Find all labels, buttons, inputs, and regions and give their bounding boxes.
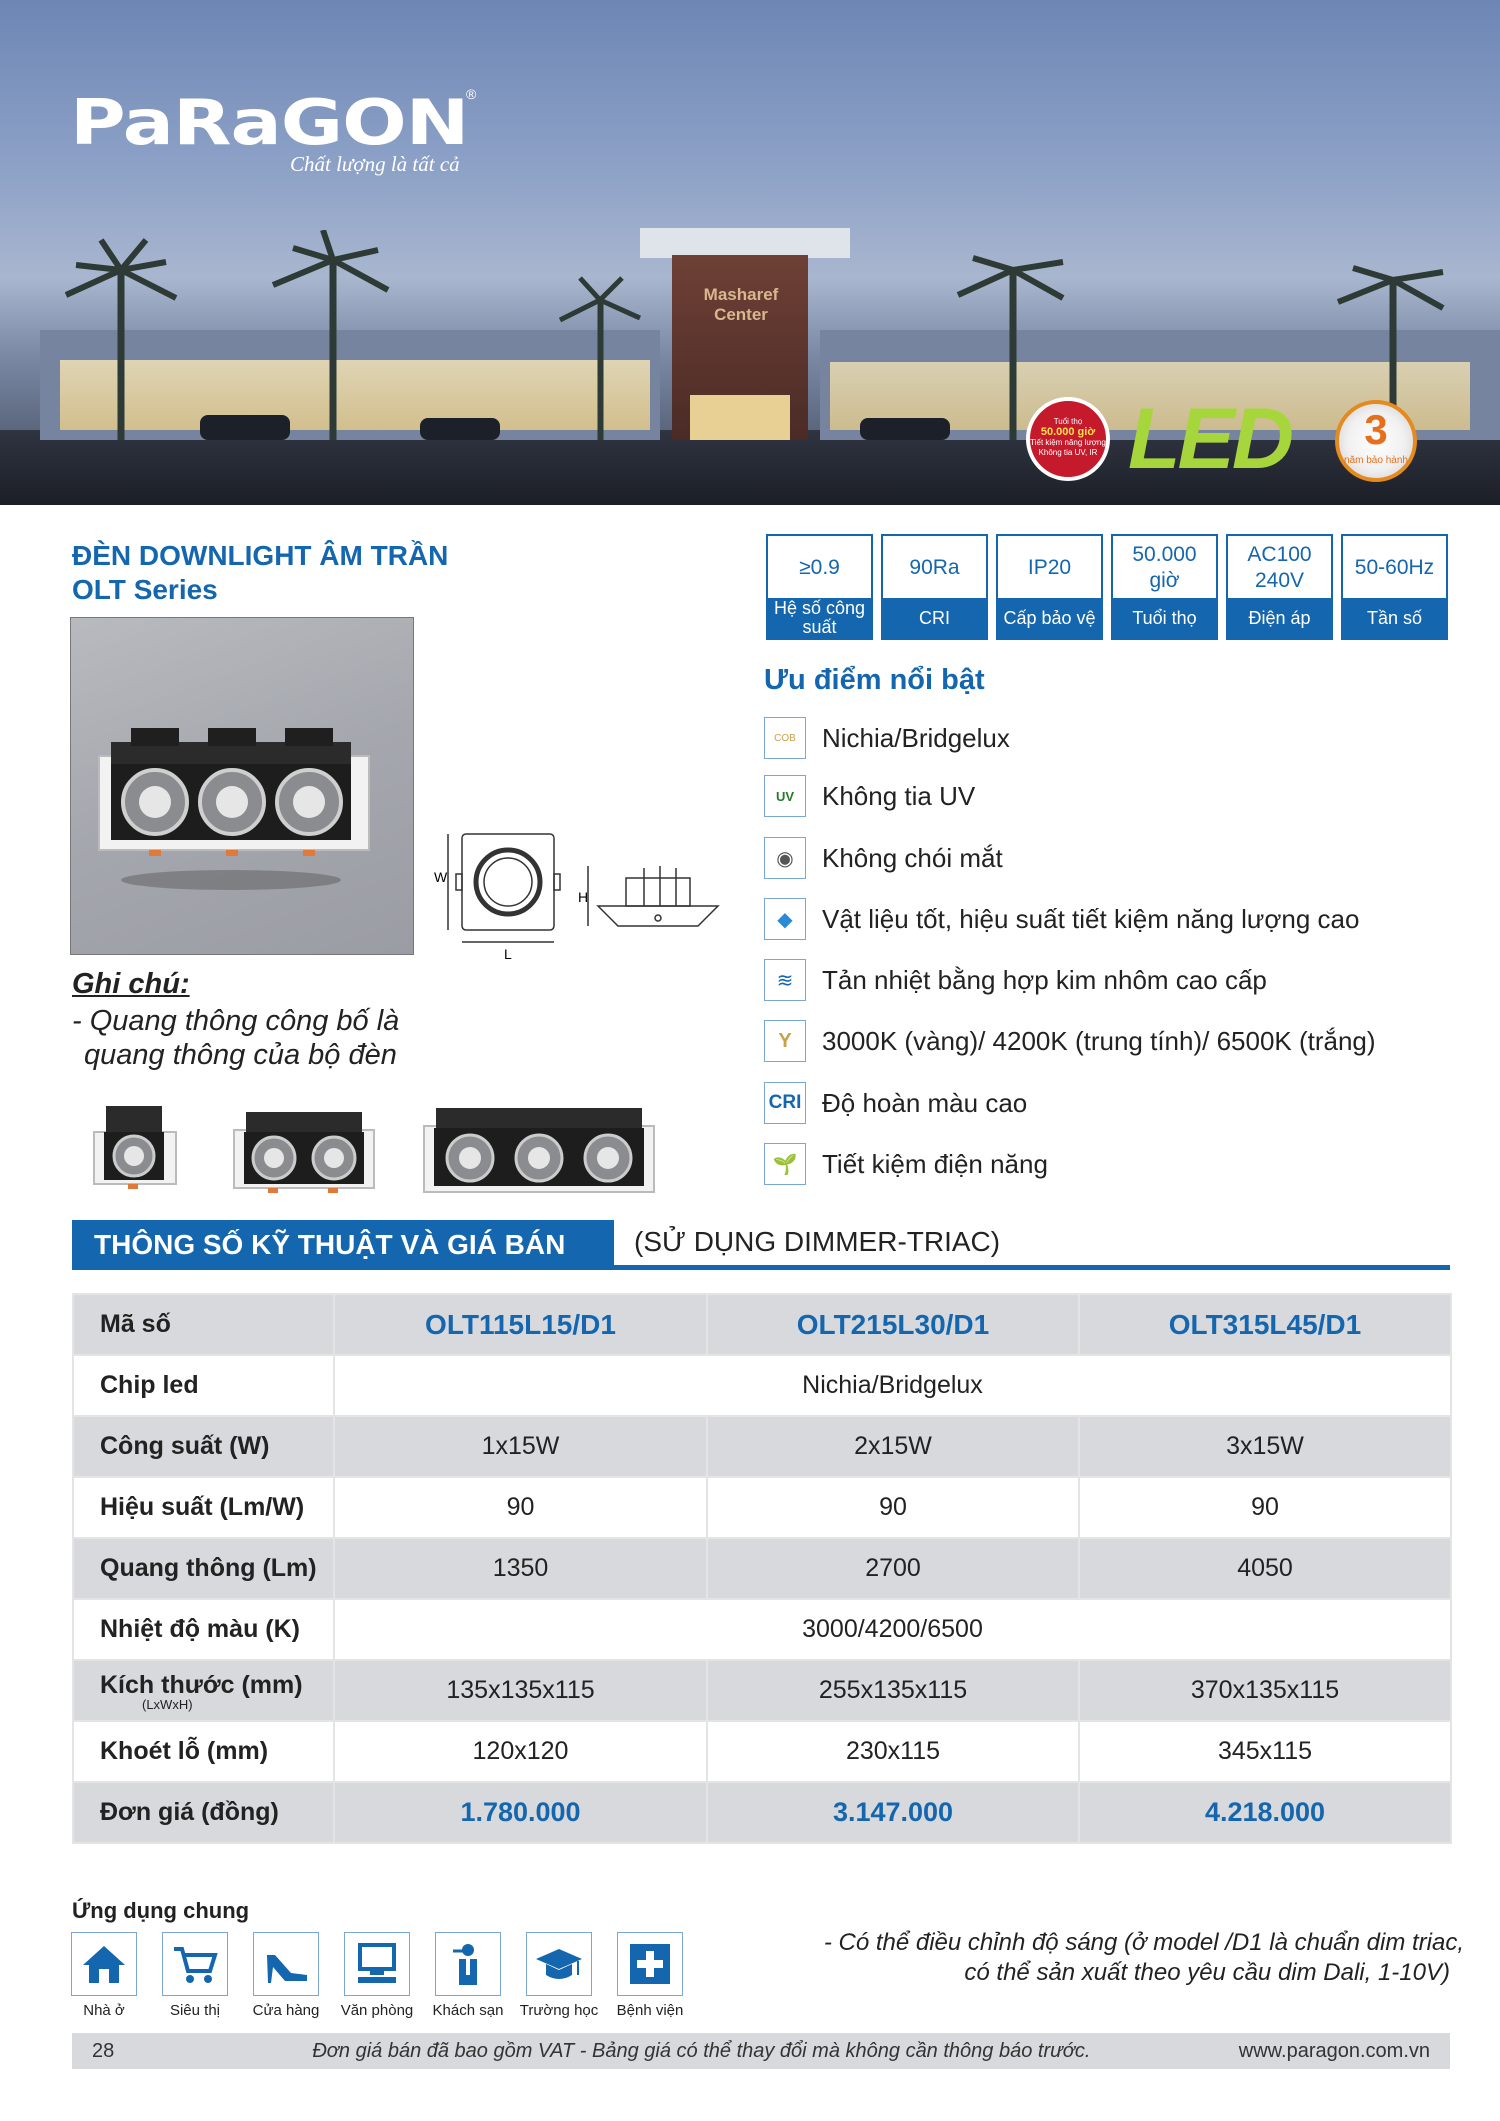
dimming-note-line-1: - Có thể điều chỉnh độ sáng (ở model /D1 là chuẩn dim triac, <box>823 1929 1464 1956</box>
row-label: Mã số <box>73 1294 334 1355</box>
row-label: Hiệu suất (Lm/W) <box>73 1477 334 1538</box>
table-row <box>73 1355 1451 1416</box>
spec-value: ≥0.9 <box>799 556 840 579</box>
advantage-text: Tản nhiệt bằng hợp kim nhôm cao cấp <box>822 964 1267 995</box>
high-heel-icon <box>253 1932 319 1996</box>
row-label: Nhiệt độ màu (K) <box>73 1599 334 1660</box>
page-number: 28 <box>92 2039 115 2062</box>
row-label: Quang thông (Lm) <box>73 1538 334 1599</box>
table-row <box>73 1416 1451 1477</box>
spec-box-power-factor <box>766 534 873 640</box>
plant-icon: 🌱 <box>764 1143 806 1185</box>
table-cell: 3000/4200/6500 <box>334 1599 1451 1660</box>
advantage-text: Vật liệu tốt, hiệu suất tiết kiệm năng lượng cao <box>822 903 1360 934</box>
graduation-cap-icon <box>526 1932 592 1996</box>
application-label: Siêu thị <box>169 2002 221 2019</box>
advantage-item <box>764 1019 1376 1063</box>
dim-l-label: L <box>504 946 512 962</box>
advantage-item <box>764 897 1359 941</box>
spec-box-lifetime <box>1111 534 1218 640</box>
table-row <box>73 1599 1451 1660</box>
application-label: Nhà ở <box>83 2002 125 2019</box>
row-label <box>73 1660 334 1721</box>
spec-value: AC100 240V <box>1247 543 1312 592</box>
spec-box-ip-rating <box>996 534 1103 640</box>
dimming-note-line-2: có thể sản xuất theo yêu cầu dim Dali, 1-10V) <box>964 1959 1450 1986</box>
application-label: Khách sạn <box>432 2002 504 2019</box>
advantage-text: Nichia/Bridgelux <box>822 722 1010 753</box>
seal-line-3: Tiết kiệm năng lượng <box>1030 438 1106 447</box>
application-item <box>71 1932 137 2019</box>
no-uv-icon: UV <box>764 775 806 817</box>
price-cell: 4.218.000 <box>1079 1782 1451 1843</box>
note-text <box>72 1004 399 1072</box>
dim-w-label: W <box>434 869 448 885</box>
row-label: Công suất (W) <box>73 1416 334 1477</box>
application-item <box>162 1932 228 2019</box>
table-cell: 255x135x115 <box>707 1660 1079 1721</box>
application-label: Văn phòng <box>340 2002 414 2019</box>
price-cell: 1.780.000 <box>334 1782 707 1843</box>
application-label: Cửa hàng <box>252 2002 320 2019</box>
note-heading: Ghi chú: <box>72 968 190 1000</box>
house-icon <box>71 1932 137 1996</box>
advantage-text: 3000K (vàng)/ 4200K (trung tính)/ 6500K (trắng) <box>822 1025 1376 1056</box>
model-code: OLT115L15/D1 <box>334 1294 707 1355</box>
spec-label: Điện áp <box>1228 598 1331 638</box>
table-cell: Nichia/Bridgelux <box>334 1355 1451 1416</box>
advantage-text: Không chói mắt <box>822 842 1003 873</box>
spec-label: Tần số <box>1343 598 1446 638</box>
diamond-icon: ◆ <box>764 898 806 940</box>
application-item <box>432 1932 504 2019</box>
advantages-title: Ưu điểm nổi bật <box>764 664 985 696</box>
row-label-sub: (LxWxH) <box>142 1696 193 1712</box>
application-item <box>253 1932 319 2019</box>
registered-mark: ® <box>466 86 477 102</box>
application-label: Trường học <box>519 2002 599 2019</box>
applications-title: Ứng dụng chung <box>72 1898 250 1923</box>
table-cell: 1350 <box>334 1538 707 1599</box>
eye-icon: ◉ <box>764 837 806 879</box>
warranty-text: năm bảo hành <box>1344 455 1408 466</box>
table-cell: 3x15W <box>1079 1416 1451 1477</box>
table-cell: 120x120 <box>334 1721 707 1782</box>
table-cell: 2x15W <box>707 1416 1079 1477</box>
section-title: THÔNG SỐ KỸ THUẬT VÀ GIÁ BÁN <box>72 1220 614 1270</box>
table-row <box>73 1782 1451 1843</box>
spec-price-table <box>72 1293 1452 1844</box>
hero-banner <box>0 0 1500 505</box>
model-code: OLT215L30/D1 <box>707 1294 1079 1355</box>
application-label: Bệnh viện <box>616 2002 684 2019</box>
cob-chip-icon: COB <box>764 717 806 759</box>
advantage-item <box>764 716 1010 760</box>
table-row <box>73 1477 1451 1538</box>
table-cell: 1x15W <box>334 1416 707 1477</box>
variant-single <box>94 1106 176 1189</box>
seal-line-4: Không tia UV, IR <box>1038 448 1098 457</box>
website-link[interactable]: www.paragon.com.vn <box>1238 2039 1430 2062</box>
row-label: Khoét lỗ (mm) <box>73 1721 334 1782</box>
spec-label: Hệ số công suất <box>768 598 871 638</box>
cri-icon: CRI <box>764 1082 806 1124</box>
mall-sign: Masharef Center <box>703 285 779 324</box>
table-cell: 345x115 <box>1079 1721 1451 1782</box>
advantage-text: Tiết kiệm điện năng <box>822 1148 1048 1179</box>
hotel-waiter-icon <box>435 1932 501 1996</box>
hospital-cross-icon <box>617 1932 683 1996</box>
variant-double <box>234 1112 374 1193</box>
row-label: Đơn giá (đồng) <box>73 1782 334 1843</box>
spec-label: Tuổi thọ <box>1113 598 1216 638</box>
seal-line-2: 50.000 giờ <box>1040 426 1096 438</box>
lifetime-seal <box>1026 397 1110 481</box>
advantage-item <box>764 1081 1027 1125</box>
application-item <box>519 1932 599 2019</box>
table-cell: 90 <box>1079 1477 1451 1538</box>
table-cell: 135x135x115 <box>334 1660 707 1721</box>
advantage-text: Không tia UV <box>822 780 976 811</box>
heat-sink-icon: ≋ <box>764 959 806 1001</box>
warranty-years: 3 <box>1364 406 1388 453</box>
warranty-badge <box>1335 400 1417 482</box>
product-variants-illustration <box>90 1098 670 1198</box>
variant-triple <box>424 1108 654 1192</box>
spec-label: CRI <box>883 598 986 638</box>
advantage-item <box>764 774 975 818</box>
application-item <box>617 1932 683 2019</box>
table-cell: 370x135x115 <box>1079 1660 1451 1721</box>
table-row <box>73 1660 1451 1721</box>
page-footer <box>72 2033 1450 2069</box>
advantage-item <box>764 836 1003 880</box>
office-computer-icon <box>344 1932 410 1996</box>
dim-h-label: H <box>578 889 589 905</box>
spec-value: 50-60Hz <box>1354 556 1435 579</box>
row-label-text: Kích thước (mm) <box>100 1670 303 1699</box>
application-item <box>340 1932 414 2019</box>
led-logo: LED <box>1128 391 1291 487</box>
table-row <box>73 1721 1451 1782</box>
table-cell: 230x115 <box>707 1721 1079 1782</box>
seal-line-1: Tuổi thọ <box>1053 417 1083 426</box>
table-cell: 4050 <box>1079 1538 1451 1599</box>
table-cell: 2700 <box>707 1538 1079 1599</box>
triple-downlight-illustration <box>71 618 413 954</box>
spec-value: 50.000 giờ <box>1132 543 1197 592</box>
spec-value: 90Ra <box>909 556 960 579</box>
advantage-item <box>764 1142 1048 1186</box>
note-line-1: - Quang thông công bố là <box>72 1005 400 1037</box>
dimension-diagram <box>428 826 728 966</box>
spec-box-voltage <box>1226 534 1333 640</box>
paragon-logo: PaRaGON <box>70 86 469 159</box>
section-subtitle: (SỬ DỤNG DIMMER-TRIAC) <box>634 1226 1001 1257</box>
section-divider <box>614 1265 1450 1270</box>
note-line-2: quang thông của bộ đèn <box>84 1039 397 1071</box>
row-label: Chip led <box>73 1355 334 1416</box>
footer-notice: Đơn giá bán đã bao gồm VAT - Bảng giá có thể thay đổi mà không cần thông báo trước. <box>312 2039 1091 2062</box>
shopping-cart-icon <box>162 1932 228 1996</box>
spec-box-cri <box>881 534 988 640</box>
spec-box-frequency <box>1341 534 1448 640</box>
dimming-note <box>760 1928 1464 1988</box>
advantage-item <box>764 958 1267 1002</box>
spec-label: Cấp bảo vệ <box>998 598 1101 638</box>
table-row <box>73 1294 1451 1355</box>
spec-value: IP20 <box>1027 556 1072 579</box>
table-cell: 90 <box>334 1477 707 1538</box>
product-series: OLT Series <box>72 574 218 605</box>
brand-tagline: Chất lượng là tất cả <box>290 152 460 176</box>
table-row <box>73 1538 1451 1599</box>
model-code: OLT315L45/D1 <box>1079 1294 1451 1355</box>
table-cell: 90 <box>707 1477 1079 1538</box>
price-cell: 3.147.000 <box>707 1782 1079 1843</box>
color-temp-icon: Y <box>764 1020 806 1062</box>
advantage-text: Độ hoàn màu cao <box>822 1087 1028 1118</box>
product-photo <box>70 617 414 955</box>
product-title: ĐÈN DOWNLIGHT ÂM TRẦN <box>72 540 449 571</box>
